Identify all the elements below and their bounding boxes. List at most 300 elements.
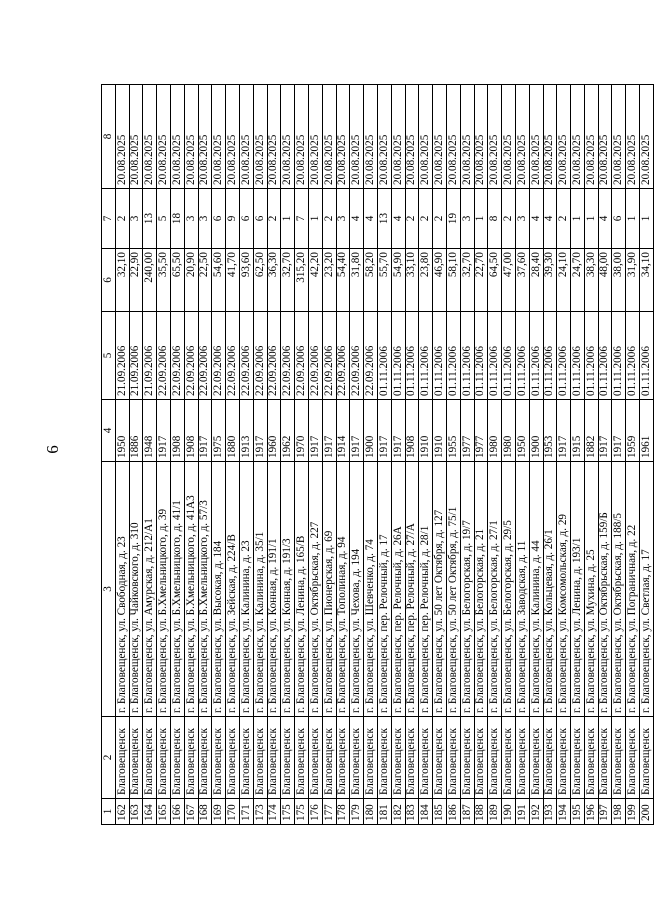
address-cell: г. Благовещенск, ул. 50 лет Октября, д. 75/1 xyxy=(446,462,460,717)
table-row xyxy=(115,85,129,825)
end-date-cell: 20.08.2025 xyxy=(350,85,364,189)
count-cell: 1 xyxy=(626,189,640,249)
address-cell: г. Благовещенск, ул. 50 лет Октября, д. 127 xyxy=(433,462,447,717)
address-cell: г. Благовещенск, ул. Ленина, д. 165/В xyxy=(295,462,309,717)
table-row xyxy=(198,85,212,825)
date-cell: 22.09.2006 xyxy=(157,312,171,400)
address-cell: г. Благовещенск, ул. Белогорская, д. 19/7 xyxy=(460,462,474,717)
city-cell: Благовещенск xyxy=(515,717,529,799)
count-cell: 3 xyxy=(198,189,212,249)
table-row xyxy=(281,85,295,825)
row-number-cell: 163 xyxy=(129,799,143,825)
year-cell: 1960 xyxy=(267,400,281,462)
date-cell: 22.09.2006 xyxy=(170,312,184,400)
date-cell: 22.09.2006 xyxy=(212,312,226,400)
year-cell: 1886 xyxy=(129,400,143,462)
end-date-cell: 20.08.2025 xyxy=(157,85,171,189)
date-cell: 01.11.2006 xyxy=(460,312,474,400)
address-cell: г. Благовещенск, ул. Октябрьская, д. 159/Б xyxy=(598,462,612,717)
end-date-cell: 20.08.2025 xyxy=(640,85,654,189)
city-cell: Благовещенск xyxy=(433,717,447,799)
area-cell: 28,40 xyxy=(529,249,543,312)
count-cell: 1 xyxy=(640,189,654,249)
table-row xyxy=(515,85,529,825)
row-number-cell: 187 xyxy=(460,799,474,825)
area-cell: 24,70 xyxy=(571,249,585,312)
year-cell: 1917 xyxy=(253,400,267,462)
area-cell: 22,90 xyxy=(129,249,143,312)
date-cell: 01.11.2006 xyxy=(640,312,654,400)
year-cell: 1977 xyxy=(460,400,474,462)
year-cell: 1908 xyxy=(170,400,184,462)
city-cell: Благовещенск xyxy=(612,717,626,799)
end-date-cell: 20.08.2025 xyxy=(295,85,309,189)
city-cell: Благовещенск xyxy=(377,717,391,799)
row-number-cell: 174 xyxy=(267,799,281,825)
date-cell: 01.11.2006 xyxy=(529,312,543,400)
area-cell: 32,70 xyxy=(460,249,474,312)
end-date-cell: 20.08.2025 xyxy=(281,85,295,189)
address-cell: г. Благовещенск, ул. Октябрьская, д. 227 xyxy=(308,462,322,717)
year-cell: 1917 xyxy=(350,400,364,462)
year-cell: 1950 xyxy=(115,400,129,462)
area-cell: 48,00 xyxy=(598,249,612,312)
table-row xyxy=(405,85,419,825)
address-cell: г. Благовещенск, пер. Релочный, д. 28/1 xyxy=(419,462,433,717)
address-cell: г. Благовещенск, ул. Комсомольская, д. 29 xyxy=(557,462,571,717)
row-number-cell: 185 xyxy=(433,799,447,825)
end-date-cell: 20.08.2025 xyxy=(626,85,640,189)
row-number-cell: 186 xyxy=(446,799,460,825)
table-row xyxy=(612,85,626,825)
date-cell: 01.11.2006 xyxy=(488,312,502,400)
address-cell: г. Благовещенск, ул. Б.Хмельницкого, д. 39 xyxy=(157,462,171,717)
table-row xyxy=(212,85,226,825)
count-cell: 2 xyxy=(322,189,336,249)
end-date-cell: 20.08.2025 xyxy=(474,85,488,189)
address-cell: г. Благовещенск, ул. Калинина, д. 35/1 xyxy=(253,462,267,717)
area-cell: 35,50 xyxy=(157,249,171,312)
end-date-cell: 20.08.2025 xyxy=(267,85,281,189)
year-cell: 1961 xyxy=(640,400,654,462)
year-cell: 1917 xyxy=(157,400,171,462)
row-number-cell: 169 xyxy=(212,799,226,825)
city-cell: Благовещенск xyxy=(529,717,543,799)
address-cell: г. Благовещенск, ул. Пограничная, д. 22 xyxy=(626,462,640,717)
address-cell: г. Благовещенск, ул. Калинина, д. 44 xyxy=(529,462,543,717)
table-row xyxy=(529,85,543,825)
table-row xyxy=(460,85,474,825)
address-cell: г. Благовещенск, пер. Релочный, д. 27/А xyxy=(405,462,419,717)
date-cell: 01.11.2006 xyxy=(502,312,516,400)
column-header: 8 xyxy=(102,85,116,189)
date-cell: 01.11.2006 xyxy=(543,312,557,400)
count-cell: 6 xyxy=(253,189,267,249)
city-cell: Благовещенск xyxy=(226,717,240,799)
page-number: 6 xyxy=(42,445,62,454)
address-cell: г. Благовещенск, ул. Заводская, д. 11 xyxy=(515,462,529,717)
row-number-cell: 162 xyxy=(115,799,129,825)
year-cell: 1970 xyxy=(295,400,309,462)
address-cell: г. Благовещенск, ул. Белогорская, д. 21 xyxy=(474,462,488,717)
address-cell: г. Благовещенск, ул. Высокая, д. 184 xyxy=(212,462,226,717)
row-number-cell: 173 xyxy=(253,799,267,825)
count-cell: 4 xyxy=(391,189,405,249)
area-cell: 22,70 xyxy=(474,249,488,312)
year-cell: 1908 xyxy=(405,400,419,462)
area-cell: 62,50 xyxy=(253,249,267,312)
date-cell: 01.11.2006 xyxy=(515,312,529,400)
area-cell: 42,20 xyxy=(308,249,322,312)
row-number-cell: 200 xyxy=(640,799,654,825)
table-row xyxy=(239,85,253,825)
count-cell: 19 xyxy=(446,189,460,249)
address-cell: г. Благовещенск, ул. Амурская, д. 212/А1 xyxy=(143,462,157,717)
address-cell: г. Благовещенск, ул. Тополиная, д. 94 xyxy=(336,462,350,717)
end-date-cell: 20.08.2025 xyxy=(446,85,460,189)
column-header: 2 xyxy=(102,717,116,799)
count-cell: 2 xyxy=(419,189,433,249)
year-cell: 1980 xyxy=(488,400,502,462)
count-cell: 4 xyxy=(364,189,378,249)
table-row xyxy=(143,85,157,825)
table-row xyxy=(543,85,557,825)
count-cell: 6 xyxy=(612,189,626,249)
table-row xyxy=(129,85,143,825)
table-row xyxy=(336,85,350,825)
year-cell: 1914 xyxy=(336,400,350,462)
table-row xyxy=(557,85,571,825)
date-cell: 22.09.2006 xyxy=(226,312,240,400)
table-row xyxy=(322,85,336,825)
year-cell: 1917 xyxy=(557,400,571,462)
end-date-cell: 20.08.2025 xyxy=(226,85,240,189)
city-cell: Благовещенск xyxy=(308,717,322,799)
city-cell: Благовещенск xyxy=(239,717,253,799)
city-cell: Благовещенск xyxy=(364,717,378,799)
count-cell: 3 xyxy=(336,189,350,249)
row-number-cell: 171 xyxy=(239,799,253,825)
address-cell: г. Благовещенск, ул. Б.Хмельницкого, д. 57/3 xyxy=(198,462,212,717)
city-cell: Благовещенск xyxy=(571,717,585,799)
count-cell: 1 xyxy=(281,189,295,249)
table-row xyxy=(226,85,240,825)
area-cell: 64,50 xyxy=(488,249,502,312)
address-cell: г. Благовещенск, ул. Светлая, д. 17 xyxy=(640,462,654,717)
date-cell: 01.11.2006 xyxy=(571,312,585,400)
year-cell: 1959 xyxy=(626,400,640,462)
area-cell: 23,20 xyxy=(322,249,336,312)
count-cell: 2 xyxy=(115,189,129,249)
row-number-cell: 164 xyxy=(143,799,157,825)
city-cell: Благовещенск xyxy=(488,717,502,799)
count-cell: 3 xyxy=(129,189,143,249)
year-cell: 1917 xyxy=(322,400,336,462)
year-cell: 1948 xyxy=(143,400,157,462)
year-cell: 1980 xyxy=(502,400,516,462)
end-date-cell: 20.08.2025 xyxy=(129,85,143,189)
address-cell: г. Благовещенск, пер. Релочный, д. 26А xyxy=(391,462,405,717)
area-cell: 36,30 xyxy=(267,249,281,312)
row-number-cell: 198 xyxy=(612,799,626,825)
date-cell: 22.09.2006 xyxy=(364,312,378,400)
count-cell: 1 xyxy=(584,189,598,249)
date-cell: 01.11.2006 xyxy=(557,312,571,400)
end-date-cell: 20.08.2025 xyxy=(529,85,543,189)
row-number-cell: 181 xyxy=(377,799,391,825)
count-cell: 7 xyxy=(295,189,309,249)
table-row xyxy=(419,85,433,825)
year-cell: 1910 xyxy=(433,400,447,462)
row-number-cell: 166 xyxy=(170,799,184,825)
area-cell: 47,00 xyxy=(502,249,516,312)
end-date-cell: 20.08.2025 xyxy=(239,85,253,189)
area-cell: 38,00 xyxy=(612,249,626,312)
table-row xyxy=(295,85,309,825)
end-date-cell: 20.08.2025 xyxy=(488,85,502,189)
city-cell: Благовещенск xyxy=(170,717,184,799)
row-number-cell: 176 xyxy=(308,799,322,825)
city-cell: Благовещенск xyxy=(322,717,336,799)
year-cell: 1900 xyxy=(364,400,378,462)
year-cell: 1917 xyxy=(391,400,405,462)
row-number-cell: 188 xyxy=(474,799,488,825)
date-cell: 21.09.2006 xyxy=(115,312,129,400)
address-cell: г. Благовещенск, ул. Чайковского, д. 310 xyxy=(129,462,143,717)
end-date-cell: 20.08.2025 xyxy=(543,85,557,189)
row-number-cell: 167 xyxy=(184,799,198,825)
address-cell: г. Благовещенск, ул. Чехова, д. 194 xyxy=(350,462,364,717)
address-cell: г. Благовещенск, ул. Белогорская, д. 27/1 xyxy=(488,462,502,717)
column-header: 3 xyxy=(102,462,116,717)
date-cell: 01.11.2006 xyxy=(419,312,433,400)
table-row xyxy=(267,85,281,825)
area-cell: 315,20 xyxy=(295,249,309,312)
city-cell: Благовещенск xyxy=(405,717,419,799)
address-cell: г. Благовещенск, ул. Кольцевая, д. 26/1 xyxy=(543,462,557,717)
end-date-cell: 20.08.2025 xyxy=(557,85,571,189)
table-row xyxy=(253,85,267,825)
year-cell: 1915 xyxy=(571,400,585,462)
column-header: 6 xyxy=(102,249,116,312)
end-date-cell: 20.08.2025 xyxy=(377,85,391,189)
end-date-cell: 20.08.2025 xyxy=(515,85,529,189)
count-cell: 4 xyxy=(529,189,543,249)
end-date-cell: 20.08.2025 xyxy=(433,85,447,189)
row-number-cell: 195 xyxy=(571,799,585,825)
end-date-cell: 20.08.2025 xyxy=(184,85,198,189)
year-cell: 1917 xyxy=(198,400,212,462)
row-number-cell: 194 xyxy=(557,799,571,825)
table-row xyxy=(170,85,184,825)
end-date-cell: 20.08.2025 xyxy=(405,85,419,189)
city-cell: Благовещенск xyxy=(253,717,267,799)
count-cell: 4 xyxy=(543,189,557,249)
end-date-cell: 20.08.2025 xyxy=(391,85,405,189)
address-cell: г. Благовещенск, ул. Конная, д. 191/1 xyxy=(267,462,281,717)
area-cell: 54,90 xyxy=(391,249,405,312)
city-cell: Благовещенск xyxy=(157,717,171,799)
year-cell: 1917 xyxy=(377,400,391,462)
row-number-cell: 193 xyxy=(543,799,557,825)
end-date-cell: 20.08.2025 xyxy=(584,85,598,189)
city-cell: Благовещенск xyxy=(143,717,157,799)
city-cell: Благовещенск xyxy=(391,717,405,799)
table-row xyxy=(446,85,460,825)
area-cell: 31,90 xyxy=(626,249,640,312)
row-number-cell: 165 xyxy=(157,799,171,825)
city-cell: Благовещенск xyxy=(212,717,226,799)
date-cell: 22.09.2006 xyxy=(239,312,253,400)
count-cell: 2 xyxy=(433,189,447,249)
area-cell: 20,90 xyxy=(184,249,198,312)
address-cell: г. Благовещенск, ул. Мухина, д. 25 xyxy=(584,462,598,717)
year-cell: 1975 xyxy=(212,400,226,462)
year-cell: 1917 xyxy=(598,400,612,462)
row-number-cell: 182 xyxy=(391,799,405,825)
address-cell: г. Благовещенск, ул. Зейская, д. 224/В xyxy=(226,462,240,717)
count-cell: 6 xyxy=(239,189,253,249)
address-cell: г. Благовещенск, ул. Калинина, д. 23 xyxy=(239,462,253,717)
table-row xyxy=(350,85,364,825)
area-cell: 93,60 xyxy=(239,249,253,312)
date-cell: 01.11.2006 xyxy=(391,312,405,400)
end-date-cell: 20.08.2025 xyxy=(212,85,226,189)
area-cell: 24,10 xyxy=(557,249,571,312)
date-cell: 21.09.2006 xyxy=(129,312,143,400)
date-cell: 22.09.2006 xyxy=(350,312,364,400)
row-number-cell: 192 xyxy=(529,799,543,825)
row-number-cell: 175 xyxy=(281,799,295,825)
year-cell: 1882 xyxy=(584,400,598,462)
count-cell: 3 xyxy=(460,189,474,249)
row-number-cell: 170 xyxy=(226,799,240,825)
area-cell: 58,10 xyxy=(446,249,460,312)
year-cell: 1950 xyxy=(515,400,529,462)
area-cell: 55,70 xyxy=(377,249,391,312)
date-cell: 01.11.2006 xyxy=(584,312,598,400)
date-cell: 21.09.2006 xyxy=(143,312,157,400)
year-cell: 1955 xyxy=(446,400,460,462)
city-cell: Благовещенск xyxy=(460,717,474,799)
row-number-cell: 189 xyxy=(488,799,502,825)
year-cell: 1880 xyxy=(226,400,240,462)
city-cell: Благовещенск xyxy=(584,717,598,799)
table-row xyxy=(391,85,405,825)
area-cell: 37,60 xyxy=(515,249,529,312)
end-date-cell: 20.08.2025 xyxy=(170,85,184,189)
end-date-cell: 20.08.2025 xyxy=(364,85,378,189)
row-number-cell: 197 xyxy=(598,799,612,825)
header-row xyxy=(102,85,116,825)
row-number-cell: 190 xyxy=(502,799,516,825)
city-cell: Благовещенск xyxy=(350,717,364,799)
date-cell: 22.09.2006 xyxy=(184,312,198,400)
table-row xyxy=(488,85,502,825)
table-row xyxy=(584,85,598,825)
year-cell: 1913 xyxy=(239,400,253,462)
end-date-cell: 20.08.2025 xyxy=(502,85,516,189)
count-cell: 6 xyxy=(212,189,226,249)
date-cell: 22.09.2006 xyxy=(295,312,309,400)
city-cell: Благовещенск xyxy=(336,717,350,799)
date-cell: 01.11.2006 xyxy=(626,312,640,400)
city-cell: Благовещенск xyxy=(446,717,460,799)
address-cell: г. Благовещенск, ул. Конная, д. 191/3 xyxy=(281,462,295,717)
date-cell: 22.09.2006 xyxy=(198,312,212,400)
city-cell: Благовещенск xyxy=(543,717,557,799)
year-cell: 1917 xyxy=(308,400,322,462)
end-date-cell: 20.08.2025 xyxy=(143,85,157,189)
address-cell: г. Благовещенск, ул. Б.Хмельницкого, д. 41А3 xyxy=(184,462,198,717)
area-cell: 58,20 xyxy=(364,249,378,312)
city-cell: Благовещенск xyxy=(640,717,654,799)
date-cell: 01.11.2006 xyxy=(433,312,447,400)
registry-table xyxy=(101,84,654,825)
address-cell: г. Благовещенск, ул. Ленина, д. 193/1 xyxy=(571,462,585,717)
count-cell: 3 xyxy=(184,189,198,249)
table-row xyxy=(626,85,640,825)
row-number-cell: 183 xyxy=(405,799,419,825)
count-cell: 9 xyxy=(226,189,240,249)
table-row xyxy=(640,85,654,825)
year-cell: 1953 xyxy=(543,400,557,462)
city-cell: Благовещенск xyxy=(281,717,295,799)
date-cell: 22.09.2006 xyxy=(281,312,295,400)
area-cell: 54,60 xyxy=(212,249,226,312)
date-cell: 22.09.2006 xyxy=(308,312,322,400)
date-cell: 22.09.2006 xyxy=(253,312,267,400)
column-header: 1 xyxy=(102,799,116,825)
city-cell: Благовещенск xyxy=(295,717,309,799)
address-cell: г. Благовещенск, ул. Октябрьская, д. 188/5 xyxy=(612,462,626,717)
count-cell: 2 xyxy=(267,189,281,249)
area-cell: 31,80 xyxy=(350,249,364,312)
city-cell: Благовещенск xyxy=(198,717,212,799)
area-cell: 54,40 xyxy=(336,249,350,312)
column-header: 7 xyxy=(102,189,116,249)
area-cell: 38,30 xyxy=(584,249,598,312)
year-cell: 1917 xyxy=(612,400,626,462)
table-row xyxy=(433,85,447,825)
area-cell: 46,90 xyxy=(433,249,447,312)
city-cell: Благовещенск xyxy=(474,717,488,799)
row-number-cell: 178 xyxy=(336,799,350,825)
count-cell: 2 xyxy=(405,189,419,249)
area-cell: 240,00 xyxy=(143,249,157,312)
area-cell: 65,50 xyxy=(170,249,184,312)
area-cell: 22,50 xyxy=(198,249,212,312)
table-row xyxy=(598,85,612,825)
count-cell: 1 xyxy=(571,189,585,249)
year-cell: 1910 xyxy=(419,400,433,462)
row-number-cell: 179 xyxy=(350,799,364,825)
count-cell: 13 xyxy=(143,189,157,249)
end-date-cell: 20.08.2025 xyxy=(198,85,212,189)
city-cell: Благовещенск xyxy=(267,717,281,799)
count-cell: 3 xyxy=(515,189,529,249)
end-date-cell: 20.08.2025 xyxy=(253,85,267,189)
area-cell: 39,30 xyxy=(543,249,557,312)
city-cell: Благовещенск xyxy=(115,717,129,799)
row-number-cell: 180 xyxy=(364,799,378,825)
year-cell: 1962 xyxy=(281,400,295,462)
table-row xyxy=(184,85,198,825)
end-date-cell: 20.08.2025 xyxy=(612,85,626,189)
row-number-cell: 168 xyxy=(198,799,212,825)
end-date-cell: 20.08.2025 xyxy=(460,85,474,189)
count-cell: 1 xyxy=(308,189,322,249)
